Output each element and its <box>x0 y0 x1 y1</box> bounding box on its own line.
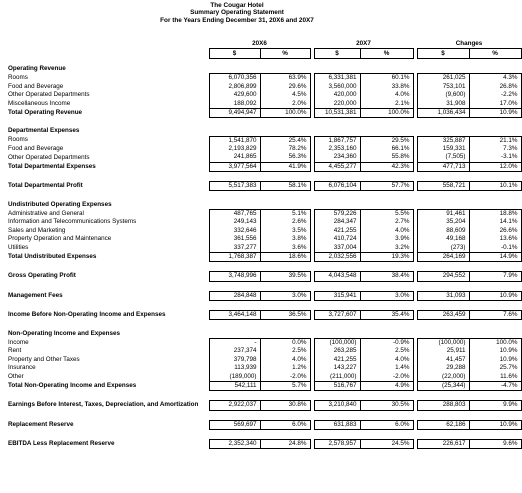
amount-cell: 6,076,104 <box>314 182 360 191</box>
percent-cell: -3.1% <box>469 153 521 162</box>
percent-cell: 2.5% <box>360 347 413 355</box>
statement-table <box>5 40 522 449</box>
percent-cell: 29.6% <box>260 83 310 91</box>
spacer-row <box>5 191 521 201</box>
section-title: Non-Operating Income and Expenses <box>8 329 120 337</box>
row-label: Total Non-Operating Income and Expenses <box>8 381 137 389</box>
amount-cell: 35,204 <box>417 218 469 226</box>
amount-cell: 2,806,899 <box>209 83 260 91</box>
percent-cell: 1.4% <box>360 364 413 372</box>
percent-cell: -2.0% <box>260 372 310 381</box>
amount-cell: 6,331,381 <box>314 74 360 83</box>
amount-cell: 579,226 <box>314 209 360 218</box>
amount-cell: 10,531,381 <box>314 108 360 117</box>
line-item-row <box>5 145 521 153</box>
row-label: Administrative and General <box>8 209 84 217</box>
amount-cell: 3,210,840 <box>314 401 360 410</box>
line-item-row <box>5 347 521 355</box>
year1-dollar-header: $ <box>209 49 260 58</box>
year1-header: 20X6 <box>209 40 310 49</box>
changes-pct-header: % <box>469 49 521 58</box>
line-item-row <box>5 91 521 99</box>
line-item-row <box>5 372 521 381</box>
percent-cell: 19.3% <box>360 252 413 261</box>
percent-cell: 9.9% <box>469 401 521 410</box>
row-label: Other Operated Departments <box>8 91 90 99</box>
amount-cell: 3,464,148 <box>209 310 260 319</box>
amount-cell: 188,092 <box>209 99 260 108</box>
percent-cell: 21.1% <box>469 136 521 145</box>
amount-cell: 477,713 <box>417 162 469 171</box>
amount-cell: 420,000 <box>314 91 360 99</box>
amount-cell: 264,169 <box>417 252 469 261</box>
row-label: Other <box>8 372 24 380</box>
percent-cell: 25.7% <box>469 364 521 372</box>
percent-cell: 10.9% <box>469 356 521 364</box>
percent-cell: 17.0% <box>469 99 521 108</box>
percent-cell: 11.6% <box>469 372 521 381</box>
amount-cell: 294,552 <box>417 272 469 281</box>
percent-cell: 12.0% <box>469 162 521 171</box>
percent-cell: 0.0% <box>260 338 310 347</box>
percent-cell: 10.9% <box>469 108 521 117</box>
amount-cell: 284,347 <box>314 218 360 226</box>
statement-period: For the Years Ending December 31, 20X6 and 20X7 <box>160 16 314 24</box>
percent-cell: 7.9% <box>469 272 521 281</box>
amount-cell: 261,025 <box>417 74 469 83</box>
amount-cell: 516,767 <box>314 381 360 390</box>
percent-cell: 30.8% <box>260 401 310 410</box>
percent-cell: 56.3% <box>260 153 310 162</box>
percent-cell: 10.1% <box>469 182 521 191</box>
amount-cell: 91,461 <box>417 209 469 218</box>
amount-cell: 4,455,277 <box>314 162 360 171</box>
percent-cell: 26.6% <box>469 227 521 235</box>
management-fees-row <box>5 291 521 300</box>
line-item-row <box>5 153 521 162</box>
amount-cell: 159,331 <box>417 145 469 153</box>
percent-cell: 3.2% <box>360 243 413 252</box>
percent-cell: 42.3% <box>360 162 413 171</box>
percent-cell: 3.0% <box>360 291 413 300</box>
amount-cell: (273) <box>417 243 469 252</box>
amount-cell: 249,143 <box>209 218 260 226</box>
percent-cell: 58.1% <box>260 182 310 191</box>
amount-cell: (189,000) <box>209 372 260 381</box>
amount-cell: 421,255 <box>314 227 360 235</box>
income-before-non-operating-row <box>5 310 521 319</box>
amount-cell: (7,505) <box>417 153 469 162</box>
amount-cell: 2,352,340 <box>209 439 260 448</box>
section-total-row <box>5 252 521 261</box>
statement-title: Summary Operating Statement <box>190 9 284 17</box>
amount-cell: 88,609 <box>417 227 469 235</box>
year2-pct-header: % <box>360 49 413 58</box>
percent-cell: 2.5% <box>260 347 310 355</box>
percent-cell: 4.0% <box>260 356 310 364</box>
percent-cell: 26.8% <box>469 83 521 91</box>
section-total-row <box>5 162 521 171</box>
section-title: Departmental Expenses <box>8 127 80 135</box>
amount-cell: (100,000) <box>417 338 469 347</box>
percent-cell: 66.1% <box>360 145 413 153</box>
line-item-row <box>5 364 521 372</box>
row-label: Other Operated Departments <box>8 153 90 161</box>
spacer-row <box>5 281 521 291</box>
amount-cell: (25,344) <box>417 381 469 390</box>
percent-cell: 6.0% <box>260 420 310 429</box>
percent-cell: 38.4% <box>360 272 413 281</box>
line-item-row <box>5 83 521 91</box>
percent-cell: 33.8% <box>360 83 413 91</box>
amount-cell: (100,000) <box>314 338 360 347</box>
amount-cell: 9,494,947 <box>209 108 260 117</box>
percent-cell: 4.0% <box>360 356 413 364</box>
spacer-row <box>5 262 521 272</box>
row-label: Total Operating Revenue <box>8 108 83 116</box>
changes-dollar-header: $ <box>417 49 469 58</box>
hotel-name: The Cougar Hotel <box>210 2 264 9</box>
row-label: Total Departmental Profit <box>8 182 83 190</box>
amount-cell: 237,374 <box>209 347 260 355</box>
row-label: Income Before Non-Operating Income and Expenses <box>8 311 166 319</box>
percent-cell: 2.7% <box>360 218 413 226</box>
row-label: Information and Telecommunications Systems <box>8 218 137 226</box>
amount-cell: 325,887 <box>417 136 469 145</box>
percent-cell: 55.8% <box>360 153 413 162</box>
percent-cell: -4.7% <box>469 381 521 390</box>
amount-cell: 1,768,387 <box>209 252 260 261</box>
amount-cell: 41,457 <box>417 356 469 364</box>
percent-cell: 24.5% <box>360 439 413 448</box>
line-item-row <box>5 209 521 218</box>
percent-cell: 100.0% <box>260 108 310 117</box>
line-item-row <box>5 74 521 83</box>
percent-cell: 41.9% <box>260 162 310 171</box>
line-item-row <box>5 338 521 347</box>
amount-cell: 29,288 <box>417 364 469 372</box>
percent-cell: 2.1% <box>360 99 413 108</box>
line-item-row <box>5 235 521 243</box>
row-label: Property and Other Taxes <box>8 355 80 363</box>
percent-cell: 6.0% <box>360 420 413 429</box>
percent-cell: 30.5% <box>360 401 413 410</box>
undistributed-expenses-title <box>5 200 521 209</box>
percent-cell: 100.0% <box>360 108 413 117</box>
amount-cell: 113,939 <box>209 364 260 372</box>
amount-cell: 234,360 <box>314 153 360 162</box>
line-item-row <box>5 99 521 108</box>
amount-cell: 487,765 <box>209 209 260 218</box>
amount-cell: 3,748,996 <box>209 272 260 281</box>
row-label: Income <box>8 338 29 346</box>
amount-cell: 143,227 <box>314 364 360 372</box>
amount-cell: 337,004 <box>314 243 360 252</box>
departmental-profit-row <box>5 182 521 191</box>
percent-cell: -0.1% <box>469 243 521 252</box>
amount-cell: 263,285 <box>314 347 360 355</box>
row-label: Property Operation and Maintenance <box>8 235 112 243</box>
amount-cell: 31,093 <box>417 291 469 300</box>
spacer-row <box>5 300 521 310</box>
spacer-row <box>5 391 521 401</box>
spacer-row <box>5 320 521 330</box>
amount-cell: - <box>209 338 260 347</box>
changes-header: Changes <box>417 40 521 49</box>
percent-cell: 14.9% <box>469 252 521 261</box>
section-title: Undistributed Operating Expenses <box>8 200 112 208</box>
percent-cell: 1.2% <box>260 364 310 372</box>
row-label: Food and Beverage <box>8 82 64 90</box>
percent-cell: 10.9% <box>469 291 521 300</box>
amount-cell: 226,617 <box>417 439 469 448</box>
line-item-row <box>5 356 521 364</box>
amount-cell: 3,560,000 <box>314 83 360 91</box>
percent-cell: 29.5% <box>360 136 413 145</box>
percent-cell: 57.7% <box>360 182 413 191</box>
percent-cell: 18.8% <box>469 209 521 218</box>
percent-cell: 4.0% <box>360 227 413 235</box>
spacer-row <box>5 172 521 182</box>
percent-cell: 10.9% <box>469 420 521 429</box>
amount-cell: 31,908 <box>417 99 469 108</box>
percent-cell: 3.5% <box>260 227 310 235</box>
amount-cell: 263,459 <box>417 310 469 319</box>
spacer-row <box>5 429 521 439</box>
row-label: Food and Beverage <box>8 145 64 153</box>
statement-header <box>0 0 474 24</box>
amount-cell: 284,848 <box>209 291 260 300</box>
spacer-row <box>5 118 521 128</box>
amount-cell: 4,043,548 <box>314 272 360 281</box>
percent-cell: 78.2% <box>260 145 310 153</box>
percent-cell: 39.5% <box>260 272 310 281</box>
percent-cell: 3.6% <box>260 243 310 252</box>
ebitda-row <box>5 401 521 410</box>
amount-cell: 220,000 <box>314 99 360 108</box>
row-label: Rooms <box>8 74 28 82</box>
amount-cell: 379,798 <box>209 356 260 364</box>
amount-cell: 1,867,757 <box>314 136 360 145</box>
amount-cell: 25,911 <box>417 347 469 355</box>
year2-header: 20X7 <box>314 40 413 49</box>
amount-cell: 288,803 <box>417 401 469 410</box>
amount-cell: 6,070,356 <box>209 74 260 83</box>
amount-cell: 337,277 <box>209 243 260 252</box>
row-label: Sales and Marketing <box>8 226 66 234</box>
percent-cell: 14.1% <box>469 218 521 226</box>
percent-cell: 36.5% <box>260 310 310 319</box>
line-item-row <box>5 243 521 252</box>
unit-header-row <box>5 49 521 58</box>
amount-cell: 361,556 <box>209 235 260 243</box>
amount-cell: 2,353,160 <box>314 145 360 153</box>
amount-cell: 241,865 <box>209 153 260 162</box>
row-label: Insurance <box>8 364 36 372</box>
year1-pct-header: % <box>260 49 310 58</box>
percent-cell: 60.1% <box>360 74 413 83</box>
percent-cell: 4.0% <box>360 91 413 99</box>
amount-cell: 2,193,829 <box>209 145 260 153</box>
percent-cell: 5.7% <box>260 381 310 390</box>
percent-cell: 4.5% <box>260 91 310 99</box>
amount-cell: 421,255 <box>314 356 360 364</box>
percent-cell: 5.1% <box>260 209 310 218</box>
row-label: Gross Operating Profit <box>8 272 76 280</box>
line-item-row <box>5 218 521 226</box>
amount-cell: (211,000) <box>314 372 360 381</box>
amount-cell: 315,941 <box>314 291 360 300</box>
row-label: Miscellaneous Income <box>8 99 71 107</box>
spacer-row <box>5 410 521 420</box>
year-header-row <box>5 40 521 49</box>
ebitda-less-reserve-row <box>5 439 521 448</box>
amount-cell: 569,697 <box>209 420 260 429</box>
amount-cell: 5,517,383 <box>209 182 260 191</box>
amount-cell: 1,036,434 <box>417 108 469 117</box>
percent-cell: 5.5% <box>360 209 413 218</box>
amount-cell: (9,600) <box>417 91 469 99</box>
amount-cell: 3,727,607 <box>314 310 360 319</box>
percent-cell: 100.0% <box>469 338 521 347</box>
row-label: Total Departmental Expenses <box>8 162 96 170</box>
row-label: Replacement Reserve <box>8 420 74 428</box>
percent-cell: 10.9% <box>469 347 521 355</box>
percent-cell: 25.4% <box>260 136 310 145</box>
percent-cell: 18.6% <box>260 252 310 261</box>
amount-cell: 2,578,957 <box>314 439 360 448</box>
operating-revenue-title <box>5 65 521 74</box>
row-label: Management Fees <box>8 291 63 299</box>
percent-cell: 7.3% <box>469 145 521 153</box>
line-item-row <box>5 136 521 145</box>
non-operating-title <box>5 329 521 338</box>
percent-cell: 4.9% <box>360 381 413 390</box>
section-total-row <box>5 381 521 390</box>
percent-cell: 3.9% <box>360 235 413 243</box>
amount-cell: 753,101 <box>417 83 469 91</box>
percent-cell: 2.6% <box>260 218 310 226</box>
percent-cell: 13.6% <box>469 235 521 243</box>
amount-cell: 1,541,870 <box>209 136 260 145</box>
section-total-row <box>5 108 521 117</box>
percent-cell: 3.8% <box>260 235 310 243</box>
percent-cell: -0.9% <box>360 338 413 347</box>
percent-cell: 2.0% <box>260 99 310 108</box>
line-item-row <box>5 227 521 235</box>
percent-cell: -2.0% <box>360 372 413 381</box>
row-label: Rent <box>8 347 22 355</box>
amount-cell: 410,724 <box>314 235 360 243</box>
percent-cell: 35.4% <box>360 310 413 319</box>
gross-operating-profit-row <box>5 272 521 281</box>
amount-cell: 631,883 <box>314 420 360 429</box>
row-label: Rooms <box>8 136 28 144</box>
replacement-reserve-row <box>5 420 521 429</box>
amount-cell: 2,032,556 <box>314 252 360 261</box>
amount-cell: 2,922,037 <box>209 401 260 410</box>
row-label: Utilities <box>8 243 29 251</box>
percent-cell: 63.9% <box>260 74 310 83</box>
year2-dollar-header: $ <box>314 49 360 58</box>
row-label: Total Undistributed Expenses <box>8 253 97 260</box>
amount-cell: 542,111 <box>209 381 260 390</box>
row-label: Earnings Before Interest, Taxes, Depreciation, and Amortization <box>8 401 199 409</box>
statement-body <box>5 40 521 449</box>
amount-cell: (22,000) <box>417 372 469 381</box>
section-title: Operating Revenue <box>8 64 66 72</box>
percent-cell: -2.2% <box>469 91 521 99</box>
row-label: EBITDA Less Replacement Reserve <box>8 440 115 448</box>
amount-cell: 429,600 <box>209 91 260 99</box>
percent-cell: 3.0% <box>260 291 310 300</box>
amount-cell: 62,186 <box>417 420 469 429</box>
amount-cell: 558,721 <box>417 182 469 191</box>
percent-cell: 7.6% <box>469 310 521 319</box>
percent-cell: 4.3% <box>469 74 521 83</box>
amount-cell: 49,168 <box>417 235 469 243</box>
percent-cell: 9.6% <box>469 439 521 448</box>
departmental-expenses-title <box>5 127 521 136</box>
amount-cell: 3,977,564 <box>209 162 260 171</box>
percent-cell: 24.8% <box>260 439 310 448</box>
amount-cell: 332,646 <box>209 227 260 235</box>
